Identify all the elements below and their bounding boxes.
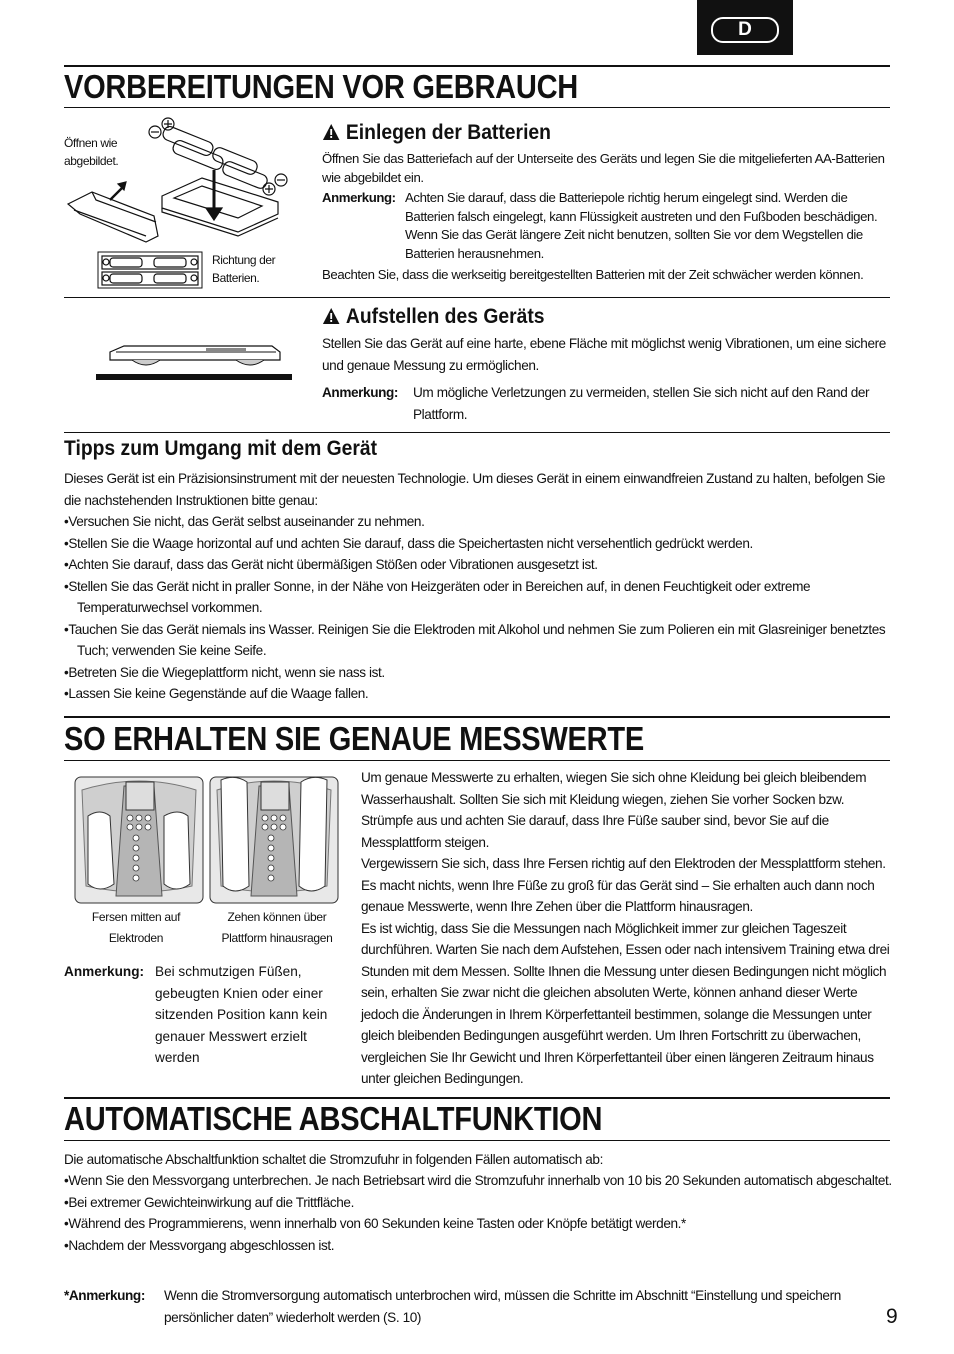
list-item: • Versuchen Sie nicht, das Gerät selbst auseinander zu nehmen. [64,511,894,533]
tips-list [64,511,894,705]
list-item: • Betreten Sie die Wiegeplattform nicht, wenn sie nass ist. [64,662,894,684]
note-label: Anmerkung: [322,190,396,205]
section-rule [64,1097,890,1099]
accuracy-paragraphs [361,767,891,1090]
section-title-underline [64,760,890,761]
figure-caption-open: Öffnen wie abgebildet. [64,136,119,168]
list-item: • Achten Sie darauf, dass das Gerät nicht übermäßigen Stößen oder Vibrationen ausgesetzt ist. [64,554,894,576]
list-item: • Lassen Sie keine Gegenstände auf die Waage fallen. [64,683,894,705]
section-title-underline [64,107,890,108]
list-item: • Tauchen Sie das Gerät niemals ins Wasser. Reinigen Sie die Elektroden mit Alkohol und nehmen Sie zum Polieren ein mit Glasreiniger benetztes Tuch; verwenden Sie keine Seife. [64,619,894,662]
note-text: Um mögliche Verletzungen zu vermeiden, stellen Sie sich nicht auf den Rand der Plattform. [413,385,870,422]
heading-setup [322,305,545,329]
figure-caption-direction: Richtung der Batterien. [212,253,276,285]
note-text: Wenn die Stromversorgung automatisch unterbrochen wird, müssen die Schritte im Abschnitt “Einstellung und speichern persönlicher daten” wiederholt werden (S. 10) [164,1288,841,1325]
battery-footer: Beachten Sie, dass die werkseitig bereitgestellten Batterien mit der Zeit schwächer werden können. [322,267,864,282]
scale-side-view-icon [96,338,292,384]
language-label: D [711,17,779,43]
caption-toes: Zehen können über Plattform hinausragen [221,910,333,945]
page-number: 9 [886,1305,898,1328]
paragraph: Vergewissern Sie sich, dass Ihre Fersen richtig auf den Elektroden der Messplattform stehen. Es macht nichts, wenn Ihre Füße zu groß für das Gerät sind – Sie erhalten auch dann noch genaue Messwerte, wenn Ihre Zehen über die Plattform hinausragen. [361,856,886,914]
language-tab [697,0,793,55]
list-item: • Bei extremer Gewichteinwirkung auf die Trittfläche. [64,1192,894,1214]
note-text: Bei schmutzigen Füßen, gebeugten Knien oder einer sitzenden Position kann kein genauer Messwert erzielt werden [155,964,328,1065]
note-label: Anmerkung: [322,385,399,400]
setup-body: Stellen Sie das Gerät auf eine harte, ebene Fläche mit möglichst wenig Vibrationen, um eine sichere und genaue Messung zu ermöglichen. [322,336,886,373]
paragraph: Es ist wichtig, dass Sie die Messungen nach Möglichkeit immer zur gleichen Tageszeit durchführen. Warten Sie nach dem Aufstehen, Essen oder nach intensivem Training etwa drei Stunden mit dem Messen. Sollte Ihnen die Messung unter diesen Bedingungen nicht möglich sein, erhalten Sie zwar nicht die gleichen absoluten Werte, können anhand dieser Werte jedoch die Änderungen in Ihrem Körperfettanteil bestimmen, solange die Messungen unter gleich bleibenden Bedingungen ausgeführt werden. Um Ihren Fortschritt zu überwachen, vergleichen Sie Ihr Gewicht und Ihren Körperfettanteil über einen längeren Zeitraum hinaus unter gleichen Bedingungen. [361,920,890,1086]
list-item: • Wenn Sie den Messvorgang unterbrechen. Je nach Betriebsart wird die Stromzufuhr innerhalb von 10 bis 20 Sekunden automatisch abgeschaltet. [64,1170,894,1192]
paragraph: Um genaue Messwerte zu erhalten, wiegen Sie sich ohne Kleidung bei gleich bleibendem Wasserhaushalt. Sollten Sie sich mit Kleidung wiegen, ziehen Sie vorher Socken bzw. Strümpfe aus und achten Sie darauf, dass Ihre Füße sauber sind, bevor Sie auf die Messplattform steigen. [361,770,867,850]
section-title-accurate: SO ERHALTEN SIE GENAUE MESSWERTE [64,720,644,757]
note-label: Anmerkung: [64,964,145,979]
feet-heels-on-electrodes-icon [74,776,204,904]
section-rule [64,65,890,67]
divider [64,297,890,298]
auto-off-intro: Die automatische Abschaltfunktion schaltet die Stromzufuhr in folgenden Fällen automatisch ab: [64,1152,603,1167]
list-item: • Stellen Sie das Gerät nicht in praller Sonne, in der Nähe von Heizgeräten oder in Bereichen auf, in denen Feuchtigkeit oder extreme Temperaturwechsel vorkommen. [64,576,894,619]
section-rule [64,716,890,718]
list-item: • Stellen Sie die Waage horizontal auf und achten Sie darauf, dass die Speichertasten nicht versehentlich gedrückt werden. [64,533,894,555]
note-text: Achten Sie darauf, dass die Batteriepole richtig herum eingelegt sind. Werden die Batterien falsch eingelegt, kann Flüssigkeit austreten und den Fußboden beschädigen. Wenn Sie das Gerät längere Zeit nicht benutzen, sollten Sie vor dem Wegstellen die Batterien herausnehmen. [405,190,878,261]
caption-heels: Fersen mitten auf Elektroden [91,910,181,945]
heading-setup-label: Aufstellen des Geräts [345,305,545,328]
list-item: • Während des Programmierens, wenn innerhalb von 60 Sekunden keine Tasten oder Knöpfe betätigt werden.* [64,1213,894,1235]
list-item: • Nachdem der Messvorgang abgeschlossen ist. [64,1235,894,1257]
section-title-underline [64,1140,890,1141]
heading-tips: Tipps zum Umgang mit dem Gerät [64,437,378,460]
section-title-auto-off: AUTOMATISCHE ABSCHALTFUNKTION [64,1100,603,1137]
heading-battery [322,121,551,145]
warning-icon [322,123,340,141]
warning-icon [322,307,340,325]
section-title-preparation: VORBEREITUNGEN VOR GEBRAUCH [64,68,579,105]
battery-body: Öffnen Sie das Batteriefach auf der Unterseite des Geräts und legen Sie die mitgelieferten AA-Batterien wie abgebildet ein. [322,151,885,185]
auto-off-list [64,1170,894,1256]
divider [64,432,890,433]
feet-toes-over-platform-icon [209,776,339,904]
tips-intro: Dieses Gerät ist ein Präzisionsinstrument mit der neuesten Technologie. Um dieses Gerät in einem einwandfreien Zustand zu halten, befolgen Sie die nachstehenden Instruktionen bitte genau: [64,471,885,508]
heading-battery-label: Einlegen der Batterien [345,121,551,144]
note-label: *Anmerkung: [64,1288,145,1303]
